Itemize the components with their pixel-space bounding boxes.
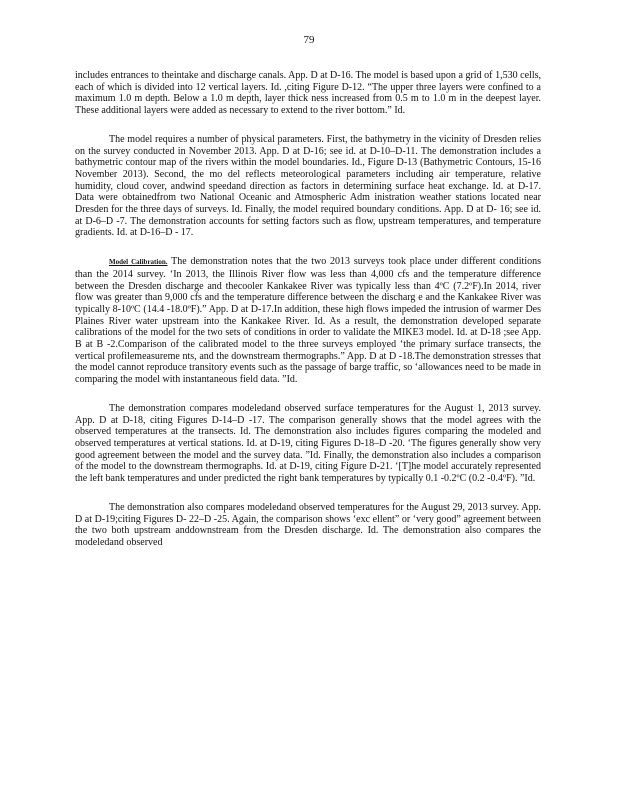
body-text	[75, 70, 541, 566]
paragraph-4: The demonstration compares modeledand observed surface temperatures for the August 1, 2013 survey. App. D at D-18, citing Figures D-14–D -17. The comparison generally shows that the model agrees with the observed temperatures at the transects. Id. The demonstration also includes figures comparing the modeled and observed temperatures at vertical stations. Id. at D-19, citing Figures D-18–D -20. ‘The figures generally show very good agreement between the model and the survey data. ”Id. Finally, the demonstration also includes a comparison of the model to the downstream thermographs. Id. at D-19, citing Figure D-21. ‘[T]he model accurately represented the left bank temperatures and under predicted the right bank temperatures by typically 0.1 -0.2ºC (0.2 -0.4ºF). ”Id.	[75, 402, 541, 485]
paragraph-3-text: The demonstration notes that the two 2013 surveys took place under different conditions than the 2014 survey. ‘In 2013, the Illinois River flow was less than 4,000 cfs and the temperature difference between the Dresden discharge and thecooler Kankakee River was typically less than 4ºC (7.2ºF).In 2014, river flow was greater than 9,000 cfs and the temperature difference between the discharg e and the Kankakee River was typically 8-10ºC (14.4 -18.0ºF).” App. D at D-17.In addition, these high flows impeded the intrusion of warmer Des Plaines River water upstream into the Kankakee River. Id. As a result, the demonstration developed separate calibrations of the model for the two sets of conditions in order to validate the MIKE3 model. Id. at D-18 ;see App. B at B -2.Comparison of the calibrated model to the three surveys employed ‘the primary surface transects, the vertical profilemeasureme nts, and the downstream thermographs.” App. D at D -18.The demonstration stresses that the model cannot reproduce transitory events such as the passage of barge traffic, so ‘allowances need to be made in comparing the model with instantaneous field data. ”Id.	[75, 256, 542, 386]
section-heading: Model Calibration.	[109, 258, 168, 267]
paragraph-1: includes entrances to theintake and discharge canals. App. D at D-16. The model is based upon a grid of 1,530 cells, each of which is divided into 12 vertical layers. Id. ,citing Figure D-12. “The upper three layers were confined to a maximum 1.0 m depth. Below a 1.0 m depth, layer thick ness increased from 0.5 m to 1.0 m in the deepest layer. These additional layers were added as necessary to extend to the river bottom.” Id.	[75, 70, 541, 117]
paragraph-5: The demonstration also compares modeledand observed temperatures for the August 29, 2013 survey. App. D at D-19;citing Figures D- 22–D -25. Again, the comparison shows ‘exc ellent” or ‘very good” agreement between the two both upstream anddownstream from the Dresden discharge. Id. The demonstration also compares the modeledand observed	[75, 501, 541, 548]
paragraph-2: The model requires a number of physical parameters. First, the bathymetry in the vicinity of Dresden relies on the survey conducted in November 2013. App. D at D-16; see id. at D-10–D-11. The demonstration includes a bathymetric contour map of the rivers within the model boundaries. Id., Figure D-13 (Bathymetric Contours, 15-16 November 2013). Second, the mo del reflects meteorological parameters including air temperature, relative humidity, cloud cover, andwind speedand direction as factors in determining surface heat exchange. Id. at D-17. Data were obtainedfrom two National Oceanic and Atmospheric Adm inistration weather stations located near Dresden for the three days of surveys. Id. Finally, the model required boundary conditions. App. D at D- 16; see id. at D-6–D -7. The demonstration accounts for setting factors such as flow, upstream temperatures, and temperature gradients. Id. at D-16–D - 17.	[75, 133, 541, 239]
paragraph-3	[75, 256, 541, 386]
page-number: 79	[303, 34, 315, 46]
